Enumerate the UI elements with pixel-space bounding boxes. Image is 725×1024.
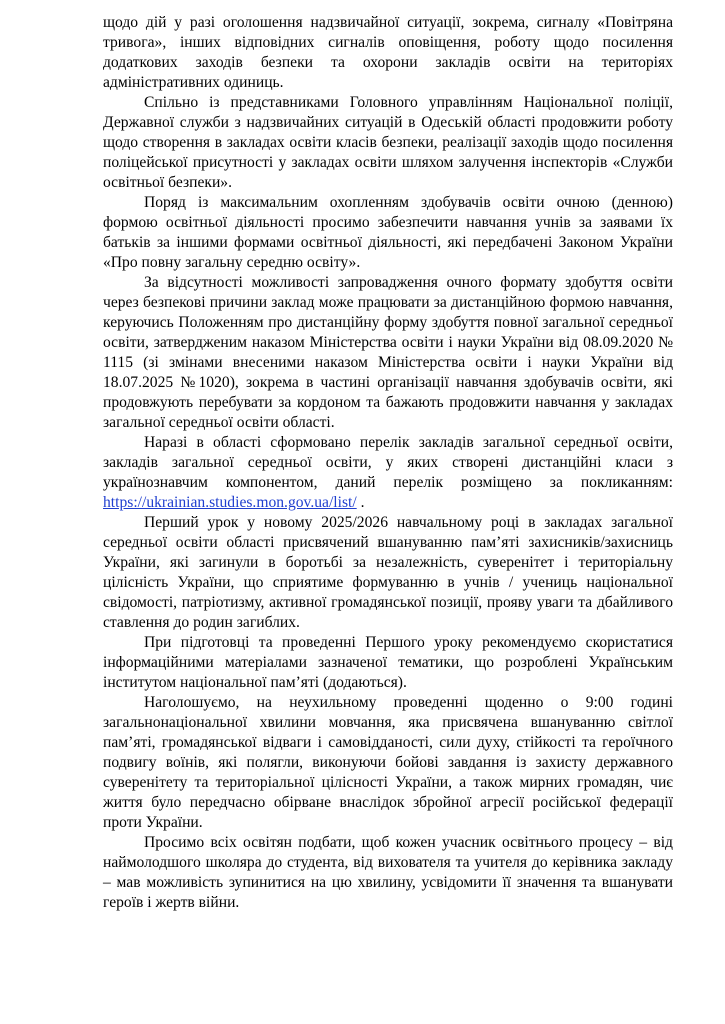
- paragraph-distance-classes-tail: .: [356, 494, 365, 511]
- paragraph-first-lesson: Перший урок у новому 2025/2026 навчальному році в закладах загальної середньої освіти області присвячений вшануванню пам’яті захисників/захисниць України, які загинули в боротьбі за незалежність, суверенітет і територіальну цілісність України, що сприятиме формуванню в учнів / учениць національної свідомості, патріотизму, активної громадянської позиції, прояву уваги та дбайливого ставлення до родин загиблих.: [103, 514, 673, 631]
- paragraph-lesson-materials: При підготовці та проведенні Першого уроку рекомендуємо скористатися інформаційними матеріалами зазначеної тематики, що розроблені Українським інститутом національної пам’яті (додаються).: [103, 634, 673, 691]
- ukrainian-studies-link[interactable]: https://ukrainian.studies.mon.gov.ua/list/: [103, 494, 357, 511]
- paragraph-safety-classes: Спільно із представниками Головного управлінням Національної поліції, Державної служби з надзвичайних ситуацій в Одеській області продовжити роботу щодо створення в закладах освіти класів безпеки, реалізації заходів щодо посилення поліцейської присутності у закладах освіти шляхом залучення інспекторів «Служби освітньої безпеки».: [103, 94, 673, 191]
- paragraph-minute-of-silence: Наголошуємо, на неухильному проведенні щоденно о 9:00 годині загальнонаціональної хвилини мовчання, яка присвячена вшануванню світлої пам’яті, громадянської відваги і самовідданості, сили духу, стійкості та героїчного подвигу воїнів, які полягли, виконуючи бойові завдання із захисту державного суверенітету та територіальної цілісності України, а також мирних громадян, чиє життя було передчасно обірване внаслідок збройної агресії російської федерації проти України.: [103, 694, 673, 831]
- paragraph-distance-classes-text: Наразі в області сформовано перелік закладів загальної середньої освіти, закладів загальної середньої освіти, у яких створені дистанційні класи з українознавчим компонентом, даний перелік розміщено за покликанням:: [103, 434, 673, 491]
- document-page: [103, 13, 673, 913]
- paragraph-distance-learning: За відсутності можливості запровадження очного формату здобуття освіти через безпекові причини заклад може працювати за дистанційною формою навчання, керуючись Положенням про дистанційну форму здобуття повної загальної середньої освіти, затвердженим наказом Міністерства освіти і науки України від 08.09.2020 № 1115 (зі змінами внесеними наказом Міністерства освіти і науки України від 18.07.2025 №1020), зокрема в частині організації навчання здобувачів освіти, які продовжують перебувати за кордоном та бажають продовжити навчання у закладах загальної середньої освіти області.: [103, 274, 673, 431]
- paragraph-alert-actions: щодо дій у разі оголошення надзвичайної ситуації, зокрема, сигналу «Повітряна тривога», інших відповідних сигналів оповіщення, роботу щодо посилення додаткових заходів безпеки та охорони закладів освіти на територіях адміністративних одиниць.: [103, 14, 673, 91]
- paragraph-educators-request: Просимо всіх освітян подбати, щоб кожен учасник освітнього процесу – від наймолодшого школяра до студента, від вихователя та учителя до керівника закладу – мав можливість зупинитися на цю хвилину, усвідомити її значення та вшанувати героїв і жертв війни.: [103, 834, 673, 911]
- paragraph-distance-classes-list: [103, 433, 673, 513]
- paragraph-education-forms: Поряд із максимальним охопленням здобувачів освіти очною (денною) формою освітньої діяльності просимо забезпечити навчання учнів за заявами їх батьків за іншими формами освітньої діяльності, які передбачені Законом України «Про повну загальну середню освіту».: [103, 194, 673, 271]
